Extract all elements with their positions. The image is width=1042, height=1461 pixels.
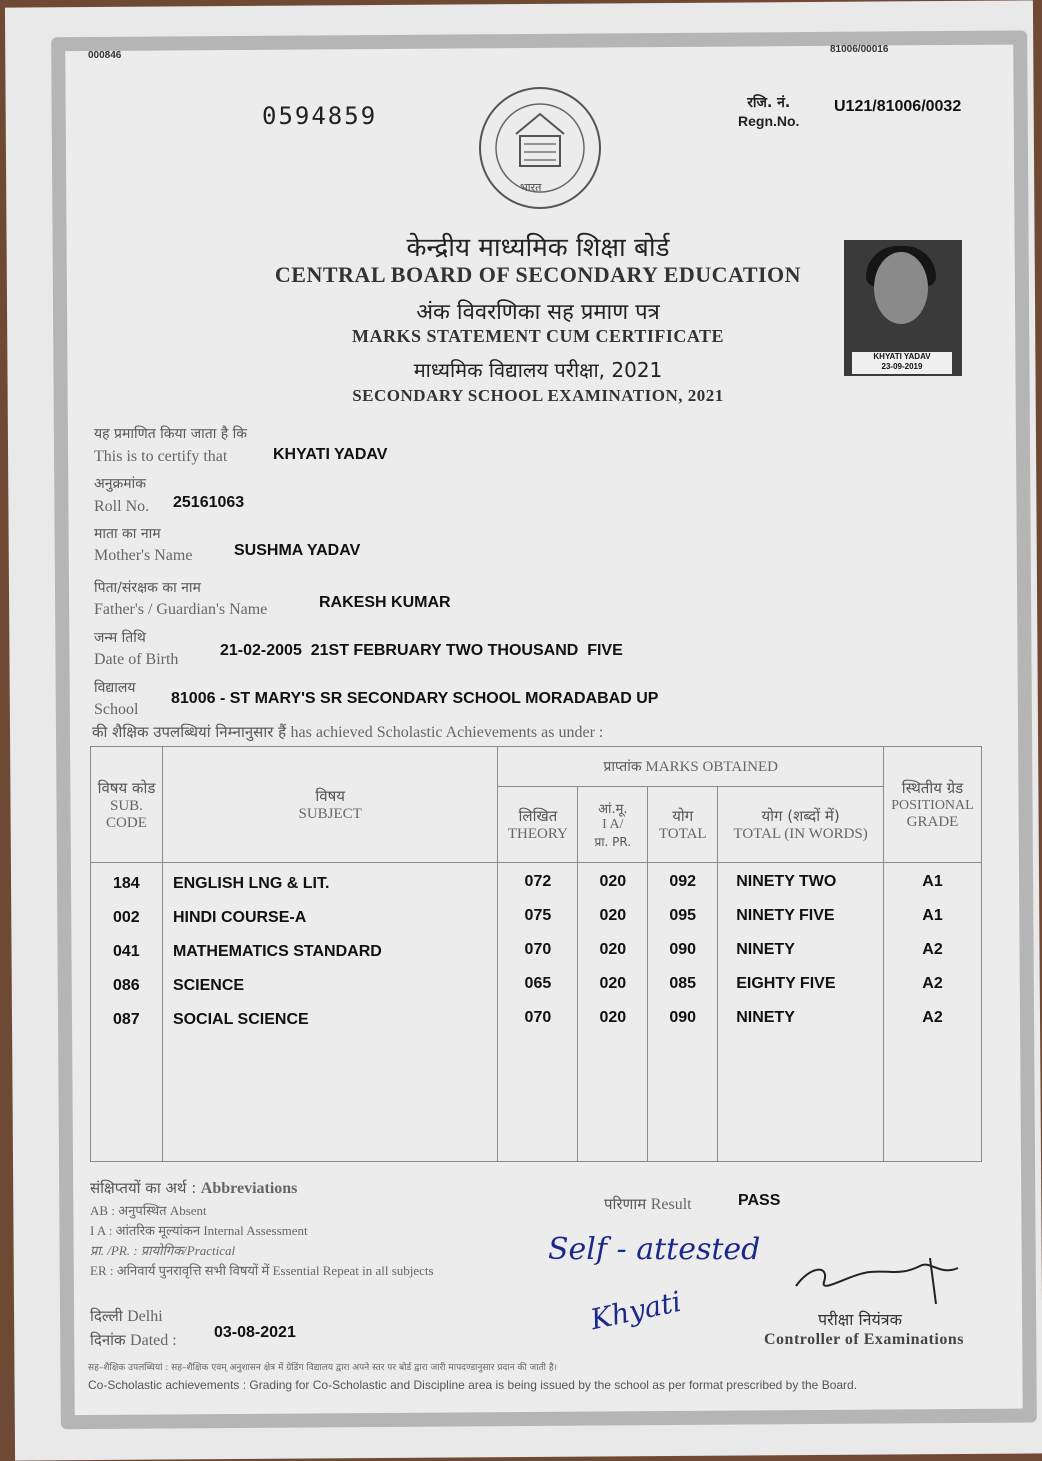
row-total: 095 [669, 907, 697, 924]
issue-date: 03-08-2021 [214, 1324, 296, 1341]
school-label: School [94, 701, 139, 718]
row-ia: 020 [599, 941, 627, 958]
photo-caption [852, 352, 952, 374]
theory-column [498, 863, 578, 1162]
father-label-hindi: पिता/संरक्षक का नाम [94, 580, 201, 596]
row-code: 184 [113, 875, 140, 892]
student-signature: Khyati [587, 1284, 685, 1337]
abbreviations-title-hindi: संक्षिप्तयों का अर्थ : [90, 1179, 197, 1197]
header-subject [162, 747, 497, 863]
roll-label: Roll No. [94, 498, 150, 515]
row-words: NINETY FIVE [736, 907, 835, 924]
abbreviations-title [90, 1178, 297, 1198]
serial-number: 0594859 [262, 102, 378, 130]
result-label [604, 1194, 692, 1214]
place-english: Delhi [127, 1308, 163, 1325]
row-code: 087 [113, 1011, 140, 1028]
row-ia: 020 [599, 907, 627, 924]
header-ia-english: I A/ [602, 817, 624, 832]
abbrev-absent: AB : अनुपस्थित Absent [90, 1203, 207, 1218]
dob-label-hindi: जन्म तिथि [94, 630, 146, 646]
row-subject: HINDI COURSE-A [172, 909, 307, 926]
result-label-hindi: परिणाम [604, 1195, 647, 1213]
row-total: 085 [669, 975, 697, 992]
footer-note-hindi: सह–शैक्षिक उपलब्धियां : सह–शैक्षिक एवम् अनुशासन क्षेत्र में ग्रेडिंग विद्यालय द्वारा अपने स्तर पर बोर्ड द्वारा जारी मापदण्डानुसार प्रदान की जाती है। [88, 1363, 558, 1373]
row-words: EIGHTY FIVE [736, 975, 836, 992]
controller-title: Controller of Examinations [764, 1331, 964, 1348]
mother-name: SUSHMA YADAV [234, 542, 361, 559]
header-grade-line1: POSITIONAL [891, 798, 974, 813]
row-grade: A2 [922, 1009, 943, 1026]
corner-number-right: 81006/00016 [830, 44, 889, 55]
header-grade-hindi: स्थितीय ग्रेड [901, 779, 964, 797]
exam-title: SECONDARY SCHOOL EXAMINATION, 2021 [352, 386, 724, 405]
table-body-row [91, 863, 982, 1162]
words-column [718, 863, 884, 1162]
row-ia: 020 [599, 975, 627, 992]
header-ia-practical: प्रा. PR. [594, 835, 632, 849]
document-title: MARKS STATEMENT CUM CERTIFICATE [351, 326, 725, 346]
mother-label: Mother's Name [94, 547, 193, 564]
board-title: CENTRAL BOARD OF SECONDARY EDUCATION [274, 262, 802, 287]
code-column [91, 863, 163, 1162]
row-total: 092 [669, 873, 697, 890]
row-subject: SCIENCE [172, 977, 245, 994]
row-grade: A2 [922, 941, 943, 958]
header-theory-english: THEORY [507, 826, 568, 842]
row-words: NINETY TWO [736, 873, 837, 890]
roll-number: 25161063 [173, 494, 245, 511]
row-theory: 070 [524, 1009, 552, 1026]
school-label-hindi: विद्यालय [94, 680, 136, 696]
row-grade: A1 [922, 907, 943, 924]
grade-column [883, 863, 981, 1162]
header-grade-line2: GRADE [906, 814, 959, 830]
header-theory-hindi: लिखित [518, 807, 558, 825]
roll-label-hindi: अनुक्रमांक [94, 476, 146, 492]
result-label-english: Result [650, 1196, 692, 1213]
row-words: NINETY [736, 1009, 795, 1026]
header-theory [498, 787, 578, 863]
certify-label: This is to certify that [94, 448, 228, 465]
achievements-intro [92, 722, 603, 742]
header-ia [578, 787, 648, 863]
row-code: 002 [113, 909, 140, 926]
row-grade: A1 [922, 873, 943, 890]
dated-label-english: Dated : [130, 1332, 177, 1349]
regn-number: U121/81006/0032 [834, 98, 962, 115]
corner-number-left: 000846 [88, 50, 122, 61]
header-subject-english: SUBJECT [298, 806, 362, 822]
emblem-text: भारत [520, 181, 542, 194]
photo-caption-date: 23-09-2019 [881, 362, 923, 371]
marks-table [90, 746, 982, 1162]
place [90, 1306, 163, 1326]
header-total-english: TOTAL [658, 826, 707, 842]
header-total-words [718, 787, 884, 863]
self-attested-note: Self - attested [548, 1232, 761, 1267]
photo-caption-name: KHYATI YADAV [873, 352, 931, 361]
achievements-intro-hindi: की शैक्षिक उपलब्धियां निम्नानुसार हैं [92, 723, 287, 741]
photo-face [874, 252, 928, 324]
header-ia-hindi: आं.मू. [598, 802, 628, 817]
abbrev-essential-repeat: ER : अनिवार्य पुनरावृत्ति सभी विषयों में Essential Repeat in all subjects [90, 1263, 434, 1278]
regn-label-english: Regn.No. [738, 113, 800, 129]
total-column [648, 863, 718, 1162]
regn-label-hindi: रजि. नं. [747, 95, 791, 111]
date-of-birth: 21-02-2005 21ST FEBRUARY TWO THOUSAND FIVE [220, 642, 623, 659]
controller-signature [790, 1246, 960, 1308]
row-ia: 020 [599, 873, 627, 890]
certify-label-hindi: यह प्रमाणित किया जाता है कि [94, 426, 248, 442]
achievements-intro-english: has achieved Scholastic Achievements as under : [290, 724, 604, 741]
header-marks-english: MARKS OBTAINED [645, 759, 778, 775]
row-theory: 065 [524, 975, 552, 992]
header-total-hindi: योग [672, 807, 694, 825]
abbreviations-title-english: Abbreviations [200, 1180, 298, 1197]
regn-label [738, 94, 799, 130]
subject-column [162, 863, 497, 1162]
header-words-english: TOTAL (IN WORDS) [733, 826, 868, 842]
board-title-hindi: केन्द्रीय माध्यमिक शिक्षा बोर्ड [406, 233, 670, 263]
row-code: 086 [113, 977, 140, 994]
place-hindi: दिल्ली [90, 1307, 123, 1325]
controller-title-hindi: परीक्षा नियंत्रक [818, 1310, 902, 1329]
result-value: PASS [738, 1192, 781, 1209]
exam-title-hindi: माध्यमिक विद्यालय परीक्षा, 2021 [413, 358, 663, 382]
row-code: 041 [113, 943, 140, 960]
abbrev-practical: प्रा. /PR. : प्रायोगिक/Practical [90, 1243, 236, 1258]
school-name: 81006 - ST MARY'S SR SECONDARY SCHOOL MORADABAD UP [171, 690, 659, 707]
row-theory: 070 [524, 941, 552, 958]
dated-label [90, 1330, 177, 1350]
student-photo [844, 240, 962, 376]
ia-column [578, 863, 648, 1162]
abbrev-internal-assessment: I A : आंतरिक मूल्यांकन Internal Assessment [90, 1223, 308, 1238]
header-sub-code-line1: SUB. [110, 797, 143, 814]
row-theory: 072 [524, 873, 552, 890]
header-marks-obtained [498, 747, 884, 787]
header-grade [883, 747, 981, 863]
row-subject: ENGLISH LNG & LIT. [172, 875, 330, 892]
header-total [648, 787, 718, 863]
header-words-hindi: योग (शब्दों में) [761, 807, 840, 825]
header-sub-code [91, 747, 163, 863]
cbse-emblem [476, 84, 604, 216]
header-subject-hindi: विषय [315, 787, 345, 805]
header-sub-code-hindi: विषय कोड [97, 778, 156, 797]
row-ia: 020 [599, 1009, 627, 1026]
row-subject: SOCIAL SCIENCE [172, 1011, 309, 1028]
document-title-hindi: अंक विवरणिका सह प्रमाण पत्र [416, 300, 660, 325]
row-words: NINETY [736, 941, 795, 958]
row-theory: 075 [524, 907, 552, 924]
row-grade: A2 [922, 975, 943, 992]
header-sub-code-line2: CODE [106, 814, 147, 831]
father-name: RAKESH KUMAR [319, 594, 451, 611]
header-marks-hindi: प्राप्तांक [603, 759, 642, 775]
mother-label-hindi: माता का नाम [94, 526, 161, 542]
father-label: Father's / Guardian's Name [94, 601, 268, 618]
footer-note: Co-Scholastic achievements : Grading for Co-Scholastic and Discipline area is being issued by the school as per format prescribed by the Board. [88, 1378, 858, 1392]
row-subject: MATHEMATICS STANDARD [172, 943, 382, 960]
row-total: 090 [669, 941, 697, 958]
dated-label-hindi: दिनांक [90, 1331, 126, 1349]
row-total: 090 [669, 1009, 697, 1026]
student-name: KHYATI YADAV [273, 446, 388, 463]
dob-label: Date of Birth [94, 651, 179, 668]
